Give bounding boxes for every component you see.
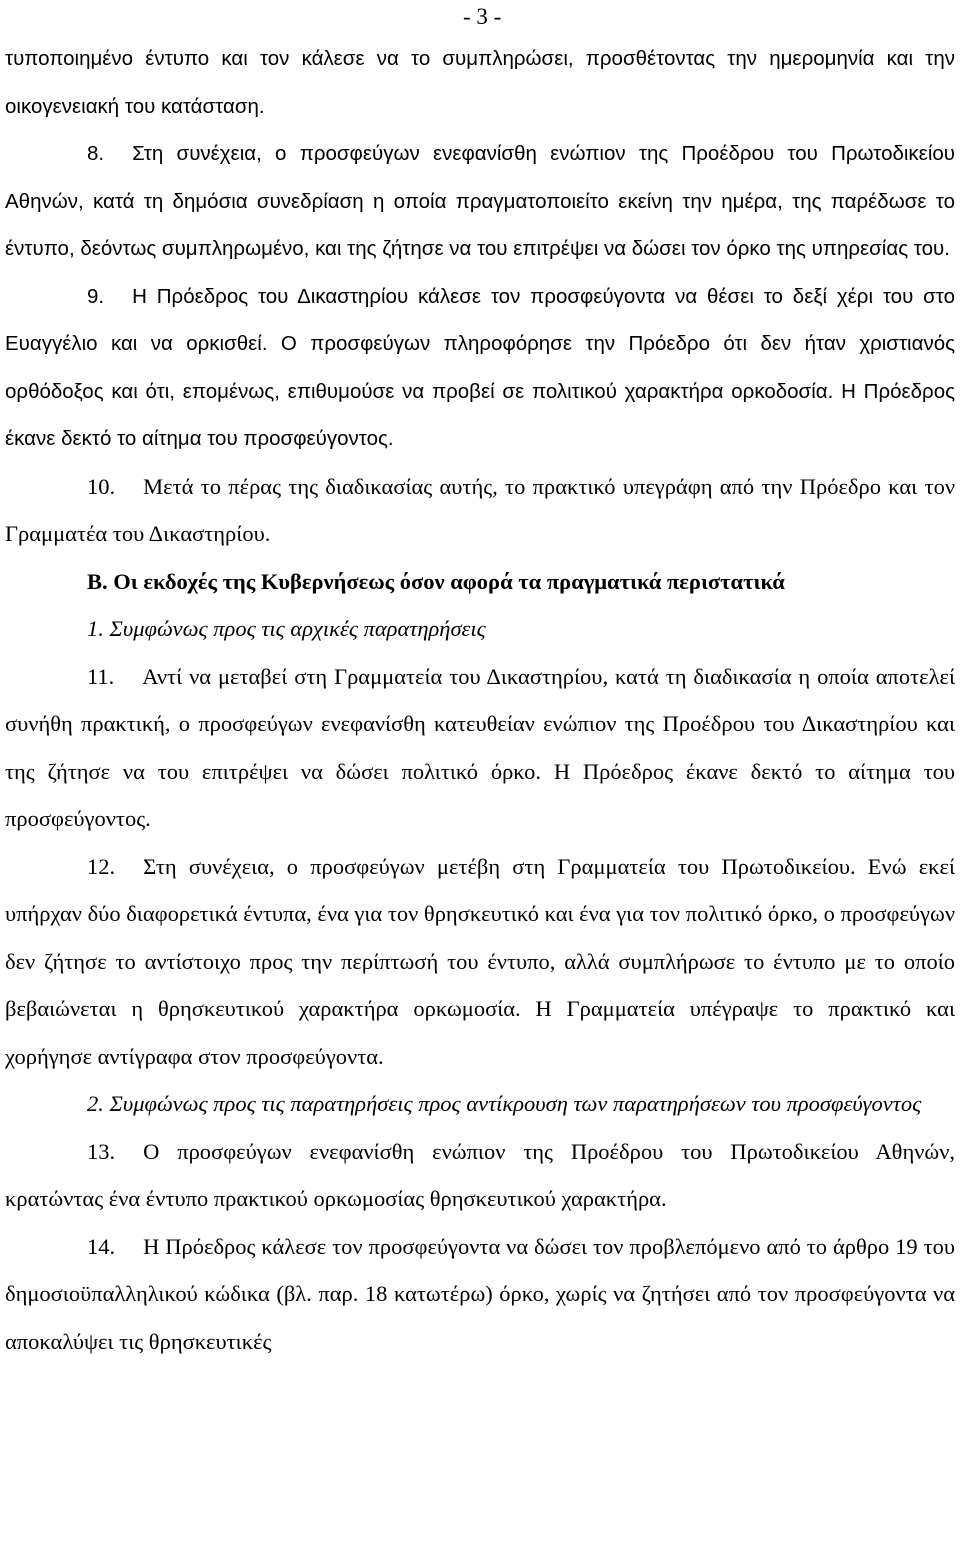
paragraph-11-text: Αντί να μεταβεί στη Γραμματεία του Δικαστηρίου, κατά τη διαδικασία η οποία αποτελεί συνήθη πρακτική, ο προσφεύγων ενεφανίσθη κατευθείαν ενώπιον της Προέδρου του Δικαστηρίου και της ζήτησε να του επιτρέψει να δώσει πολιτικό όρκο. Η Πρόεδρος έκανε δεκτό το αίτημα του προσφεύγοντος. [5, 663, 955, 831]
paragraph-8 [5, 130, 955, 273]
document-body [5, 35, 955, 1365]
paragraph-7-continuation: τυποποιημένο έντυπο και τον κάλεσε να το συμπληρώσει, προσθέτοντας την ημερομηνία και την οικογενειακή του κατάσταση. [5, 47, 955, 118]
paragraph-12-number: 12. [87, 853, 116, 879]
paragraph-9-number: 9. [87, 284, 105, 308]
paragraph-13 [5, 1128, 955, 1223]
subheading-2: 2. Συμφώνως προς τις παρατηρήσεις προς αντίκρουση των παρατηρήσεων του προσφεύγοντος [87, 1091, 922, 1116]
paragraph-14 [5, 1223, 955, 1366]
paragraph-14-text: Η Πρόεδρος κάλεσε τον προσφεύγοντα να δώσει τον προβλεπόμενο από το άρθρο 19 του δημοσιοϋπαλληλικού κώδικα (βλ. παρ. 18 κατωτέρω) όρκο, χωρίς να ζητήσει από τον προσφεύγοντα να αποκαλύψει τις θρησκευτικές [5, 1233, 955, 1354]
paragraph-8-text: Στη συνέχεια, ο προσφεύγων ενεφανίσθη ενώπιον της Προέδρου του Πρωτοδικείου Αθηνών, κατά τη δημόσια συνεδρίαση η οποία πραγματοποιείτο εκείνη την ημέρα, της παρέδωσε το έντυπο, δεόντως συμπληρωμένο, και της ζήτησε να του επιτρέψει να δώσει τον όρκο της υπηρεσίας του. [5, 142, 955, 260]
paragraph-14-number: 14. [87, 1233, 116, 1259]
paragraph-13-number: 13. [87, 1138, 116, 1164]
subheading-1: 1. Συμφώνως προς τις αρχικές παρατηρήσεις [87, 616, 486, 641]
paragraph-11-number: 11. [87, 663, 115, 689]
section-heading-b: B. Οι εκδοχές της Κυβερνήσεως όσον αφορά τα πραγματικά περιστατικά [87, 568, 785, 594]
paragraph-13-text: Ο προσφεύγων ενεφανίσθη ενώπιον της Προέδρου του Πρωτοδικείου Αθηνών, κρατώντας ένα έντυπο πρακτικού ορκωμοσίας θρησκευτικού χαρακτήρα. [5, 1138, 955, 1211]
paragraph-8-number: 8. [87, 142, 105, 165]
paragraph-9-text: Η Πρόεδρος του Δικαστηρίου κάλεσε τον προσφεύγοντα να θέσει το δεξί χέρι του στο Ευαγγέλιο και να ορκισθεί. Ο προσφεύγων πληροφόρησε την Πρόεδρο ότι δεν ήταν χριστιανός ορθόδοξος και ότι, επομένως, επιθυμούσε να προβεί σε πολιτικού χαρακτήρα ορκοδοσία. Η Πρόεδρος έκανε δεκτό το αίτημα του προσφεύγοντος. [5, 284, 955, 450]
paragraph-9 [5, 273, 955, 463]
paragraph-10 [5, 463, 955, 558]
paragraph-10-number: 10. [87, 473, 116, 499]
paragraph-10-text: Μετά το πέρας της διαδικασίας αυτής, το πρακτικό υπεγράφη από την Πρόεδρο και τον Γραμματέα του Δικαστηρίου. [5, 473, 955, 546]
page-number: - 3 - [463, 4, 502, 29]
paragraph-12-text: Στη συνέχεια, ο προσφεύγων μετέβη στη Γραμματεία του Πρωτοδικείου. Ενώ εκεί υπήρχαν δύο διαφορετικά έντυπα, ένα για τον θρησκευτικό και ένα για τον πολιτικό όρκο, ο προσφεύγων δεν ζήτησε το αντίστοιχο προς την περίπτωσή του έντυπο, αλλά συμπλήρωσε το έντυπο με το οποίο βεβαιώνεται η θρησκευτικού χαρακτήρα ορκωμοσία. Η Γραμματεία υπέγραψε το πρακτικό και χορήγησε αντίγραφα στον προσφεύγοντα. [5, 853, 955, 1069]
paragraph-12 [5, 843, 955, 1081]
paragraph-11 [5, 653, 955, 843]
